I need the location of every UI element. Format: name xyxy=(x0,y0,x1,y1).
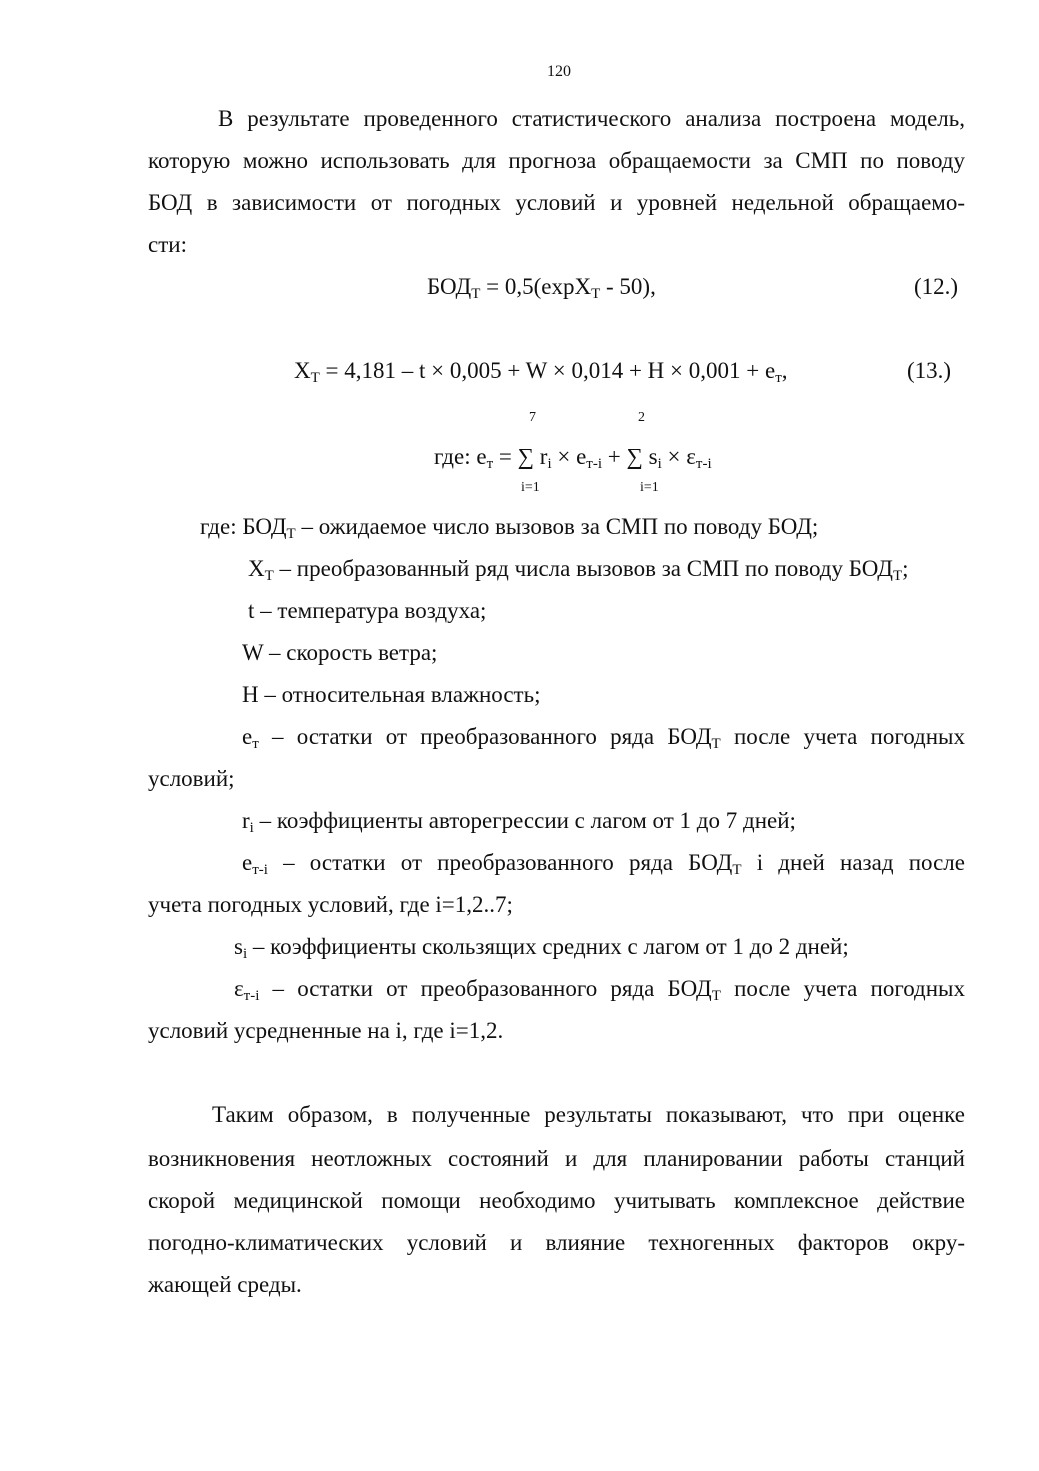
definition-e: $e_т$ – остатки от преобразованного ряда $БОД_Т$ после учета погодных xyxy=(242,724,965,752)
definition-e-continued: условий; xyxy=(148,766,235,791)
sum2-lower-limit: i=1 xyxy=(640,480,659,495)
definition-e-lag: $e_{т-i}$ – остатки от преобразованного ряда $БОД_Т$ i дней назад после xyxy=(242,850,965,878)
sum-symbol: ∑ xyxy=(517,444,535,469)
equation-13-number: (13.) xyxy=(907,358,952,383)
conclusion-line: жающей среды. xyxy=(148,1272,302,1297)
equation-12: $БОД_Т = 0,5(\exp X_Т - 50)$, xyxy=(427,274,656,302)
conclusion-line: скорой медицинской помощи необходимо учитывать комплексное действие xyxy=(148,1188,965,1213)
definition-x: $X_Т$ – преобразованный ряд числа вызовов за СМП по поводу $БОД_Т$; xyxy=(248,556,909,584)
equation-e: где: $e_т$ = ∑ $r_i \times e_{т-i}$ + ∑ $s_i \times \varepsilon_{т-i}$ xyxy=(434,444,712,472)
intro-line: которую можно использовать для прогноза обращаемости за СМП по поводу xyxy=(148,148,965,173)
page-number: 120 xyxy=(547,63,571,80)
definition-bod: где: $БОД_Т$ – ожидаемое число вызовов за СМП по поводу БОД; xyxy=(200,514,819,542)
intro-line: В результате проведенного статистического анализа построена модель, xyxy=(218,106,965,131)
definition-epsilon: $\varepsilon_{т-i}$ – остатки от преобразованного ряда $БОД_Т$ после учета погодных xyxy=(234,976,965,1004)
definition-w: W – скорость ветра; xyxy=(242,640,438,665)
equation-12-number: (12.) xyxy=(914,274,959,299)
definition-s: $s_i$ – коэффициенты скользящих средних с лагом от 1 до 2 дней; xyxy=(234,934,849,962)
definition-e-lag-continued: учета погодных условий, где i=1,2..7; xyxy=(148,892,513,917)
intro-line: сти: xyxy=(148,232,187,257)
sum1-upper-limit: 7 xyxy=(529,410,536,425)
conclusion-line: погодно-климатических условий и влияние техногенных факторов окру- xyxy=(148,1230,965,1255)
conclusion-line: Таким образом, в полученные результаты показывают, что при оценке xyxy=(212,1102,965,1127)
definition-h: H – относительная влажность; xyxy=(242,682,541,707)
definition-epsilon-continued: условий усредненные на i, где i=1,2. xyxy=(148,1018,504,1043)
intro-line: БОД в зависимости от погодных условий и уровней недельной обращаемо- xyxy=(148,190,965,215)
definition-t: t – температура воздуха; xyxy=(248,598,487,623)
sum1-lower-limit: i=1 xyxy=(521,480,540,495)
equation-13: $X_Т = 4,181 - t \times 0,005 + W \times 0,014 + H \times 0,001 + e_т$, xyxy=(294,358,788,386)
conclusion-line: возникновения неотложных состояний и для планировании работы станций xyxy=(148,1146,965,1171)
sum-symbol: ∑ xyxy=(626,444,643,469)
definition-r: $r_i$ – коэффициенты авторегрессии с лагом от 1 до 7 дней; xyxy=(242,808,796,836)
sum2-upper-limit: 2 xyxy=(638,410,645,425)
